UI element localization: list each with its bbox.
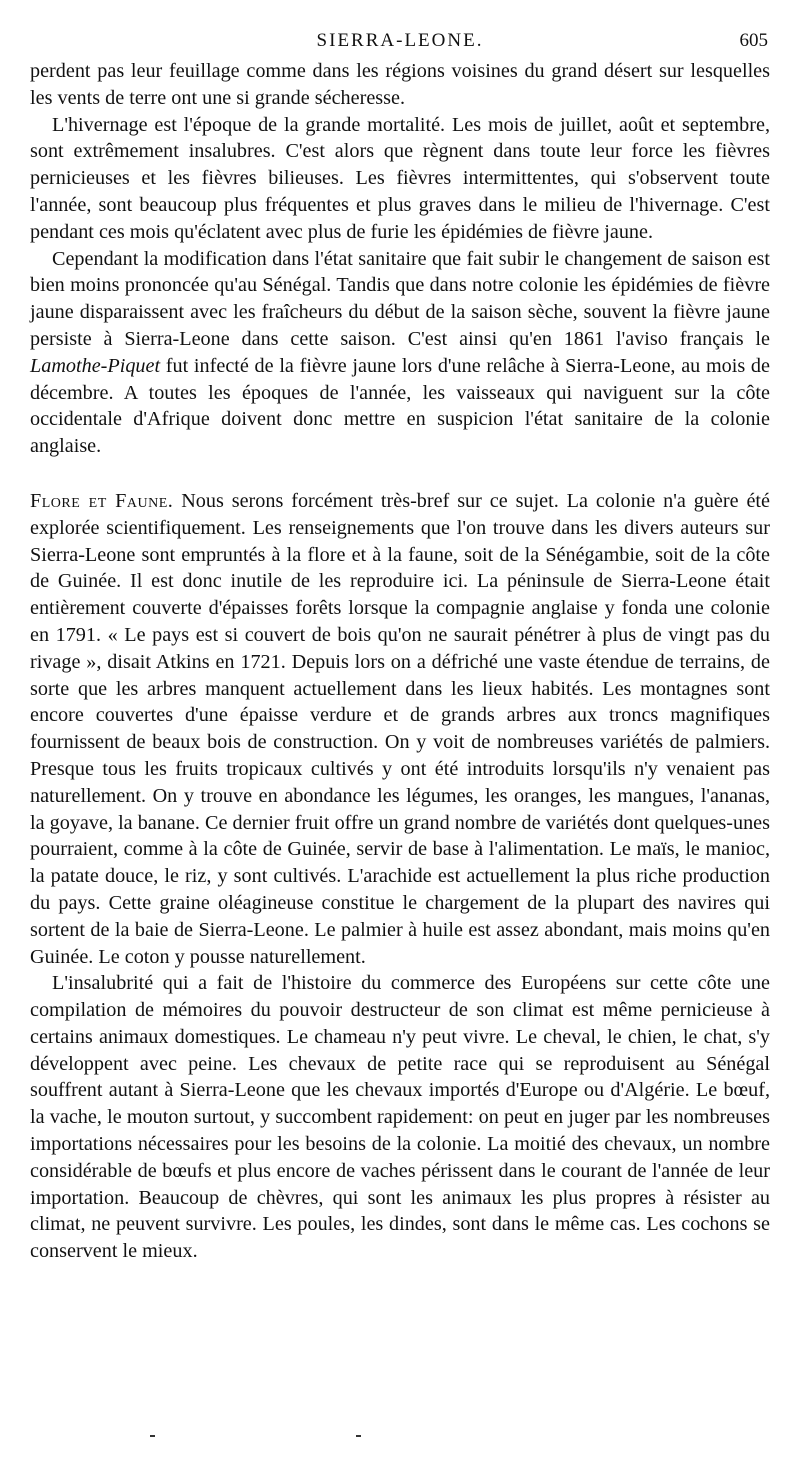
printer-mark — [150, 1435, 155, 1437]
page-number: 605 — [739, 30, 768, 51]
printer-mark — [356, 1435, 361, 1437]
printer-marks — [0, 1435, 800, 1445]
paragraph-continued: perdent pas leur feuillage comme dans les régions voisines du grand désert sur lesquelles les vents de terre ont une si grande sécheresse. — [30, 60, 770, 109]
paragraph-text: fut infecté de la fièvre jaune lors d'une relâche à Sierra-Leone, au mois de décembre. A toutes les époques de l'année, les vaisseaux qui naviguent sur la côte occidentale d'Afrique doivent donc mettre en suspicion l'état sanitaire de la colonie anglaise. — [30, 354, 770, 458]
ship-name: Lamothe-Piquet — [30, 354, 161, 377]
paragraph-hivernage: L'hivernage est l'époque de la grande mortalité. Les mois de juillet, août et septembre, sont extrêmement insalubres. C'est alors que règnent dans toute leur force les fièvres pernicieuses et les fièvres bilieuses. Les fièvres intermittentes, qui s'observent toute l'année, sont beaucoup plus fréquentes et plus graves dans le milieu de l'hivernage. C'est pendant ces mois qu'éclatent avec plus de furie les épidémies de fièvre jaune. — [30, 113, 770, 243]
page-body — [30, 58, 770, 1265]
paragraph-flora-fauna — [30, 488, 770, 970]
section-heading: Flore et Faune. — [30, 489, 174, 512]
paragraph-text: Nous serons forcément très-bref sur ce sujet. La colonie n'a guère été explorée scientifiquement. Les renseignements que l'on trouve dans les divers auteurs sur Sierra-Leone sont empruntés à la flore et à la faune, soit de la Sénégambie, soit de la côte de Guinée. Il est donc inutile de les reproduire ici. La péninsule de Sierra-Leone était entièrement couverte d'épaisses forêts lorsque la compagnie anglaise y fonda une colonie en 1791. « Le pays est si couvert de bois qu'on ne saurait pénétrer à plus de vingt pas du rivage », disait Atkins en 1721. Depuis lors on a défriché une vaste étendue de terrains, de sorte que les arbres manquent actuellement dans les lieux habités. Les montagnes sont encore couvertes d'une épaisse verdure et de grands arbres aux troncs magnifiques fournissent de beaux bois de construction. On y voit de nombreuses variétés de palmiers. Presque tous les fruits tropicaux cultivés y ont été introduits lorsqu'ils n'y venaient pas naturellement. On y trouve en abondance les légumes, les oranges, les mangues, l'ananas, la goyave, la banane. Ce dernier fruit offre un grand nombre de variétés dont quelques-unes pourraient, comme à la côte de Guinée, servir de base à l'alimentation. Le maïs, le manioc, la patate douce, le riz, y sont cultivés. L'arachide est actuellement la plus riche production du pays. Cette graine oléagineuse constitue le chargement de la plupart des navires qui sortent de la baie de Sierra-Leone. Le palmier à huile est assez abondant, mais moins qu'en Guinée. Le coton y pousse naturellement. — [30, 489, 770, 968]
paragraph-text: Cependant la modification dans l'état sanitaire que fait subir le changement de saison est bien moins prononcée qu'au Sénégal. Tandis que dans notre colonie les épidémies de fièvre jaune disparaissent avec les fraîcheurs du début de la saison sèche, souvent la fièvre jaune persiste à Sierra-Leone dans cette saison. C'est ainsi qu'en 1861 l'aviso français le — [30, 247, 770, 350]
paragraph-animals: L'insalubrité qui a fait de l'histoire du commerce des Européens sur cette côte une compilation de mémoires du pouvoir destructeur de son climat est même pernicieuse à certains animaux domestiques. Le chameau n'y peut vivre. Le cheval, le chien, le chat, s'y développent avec peine. Les chevaux de petite race qui se reproduisent au Sénégal souffrent autant à Sierra-Leone que les chevaux importés d'Europe ou d'Algérie. Le bœuf, la vache, le mouton surtout, y succombent rapidement: on peut en juger par les nombreuses importations nécessaires pour les besoins de la colonie. La moitié des chevaux, un nombre considérable de bœufs et plus encore de vaches périssent dans le courant de l'année de leur importation. Beaucoup de chèvres, qui sont les animaux les plus propres à résister au climat, ne peuvent survivre. Les poules, les dindes, sont dans le même cas. Les cochons se conservent le mieux. — [30, 972, 770, 1263]
book-page — [30, 30, 770, 1265]
paragraph-sanitary-state — [30, 246, 770, 460]
running-head — [30, 30, 770, 58]
running-title: SIERRA-LEONE. — [316, 30, 484, 51]
